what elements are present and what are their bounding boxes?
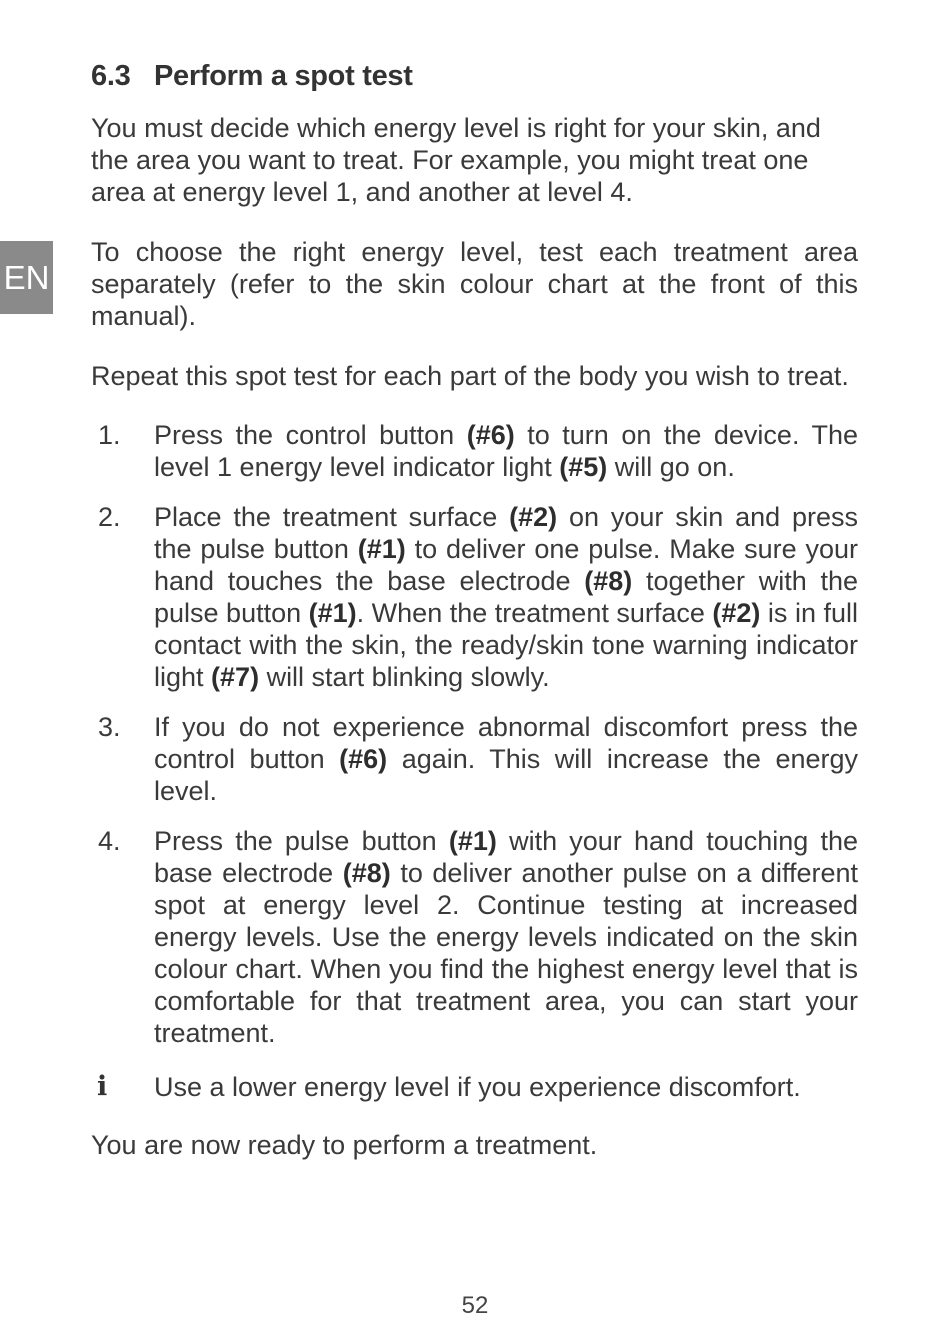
- section-heading: [91, 56, 858, 96]
- language-tab: EN: [0, 241, 53, 314]
- part-reference: (#6): [339, 744, 388, 774]
- step-text: together with the pulse button: [154, 566, 858, 628]
- part-reference: (#1): [448, 826, 497, 856]
- part-reference: (#7): [211, 662, 260, 692]
- steps-list: [91, 419, 858, 1049]
- step-number: 4.: [98, 826, 121, 856]
- step-item: [91, 825, 858, 1049]
- repeat-paragraph: Repeat this spot test for each part of the body you wish to treat.: [91, 361, 849, 391]
- step-item: [91, 419, 858, 483]
- step-text: on your skin and press the pulse button: [154, 502, 858, 564]
- step-text: will start blinking slowly.: [259, 662, 550, 692]
- page-content: [91, 56, 858, 1161]
- step-item: [91, 711, 858, 807]
- part-reference: (#8): [584, 566, 633, 596]
- step-text: Press the control button: [154, 420, 467, 450]
- step-text: Press the pulse button: [154, 826, 449, 856]
- step-text: to deliver one pulse. Make sure your hand touches the base electrode: [154, 534, 858, 596]
- step-text: If you do not experience abnormal discomfort press the control button: [154, 712, 858, 774]
- part-reference: (#8): [342, 858, 391, 888]
- step-text: . When the treatment surface: [356, 598, 713, 628]
- intro-paragraph: You must decide which energy level is right for your skin, and the area you want to treat. For example, you might treat one area at energy level 1, and another at level 4.: [91, 113, 821, 207]
- step-text: will go on.: [607, 452, 735, 482]
- step-item: [91, 501, 858, 693]
- note-text: Use a lower energy level if you experience discomfort.: [154, 1072, 801, 1102]
- step-number: 3.: [98, 712, 121, 742]
- part-reference: (#1): [357, 534, 406, 564]
- step-text: with your hand touching the base electrode: [154, 826, 858, 888]
- info-note: [91, 1071, 858, 1103]
- part-reference: (#2): [712, 598, 761, 628]
- step-number: 2.: [98, 502, 121, 532]
- closing-paragraph: You are now ready to perform a treatment.: [91, 1130, 598, 1160]
- part-reference: (#1): [308, 598, 357, 628]
- step-text: Place the treatment surface: [154, 502, 510, 532]
- page-number: 52: [461, 1292, 489, 1319]
- section-number: 6.3: [91, 60, 131, 92]
- step-number: 1.: [98, 420, 121, 450]
- step-text: to turn on the device. The level 1 energy level indicator light: [154, 420, 859, 482]
- part-reference: (#2): [509, 502, 558, 532]
- choose-level-paragraph: To choose the right energy level, test each treatment area separately (refer to the skin colour chart at the front of this manual).: [91, 237, 858, 331]
- part-reference: (#5): [559, 452, 608, 482]
- part-reference: (#6): [466, 420, 515, 450]
- step-text: to deliver another pulse on a different spot at energy level 2. Continue testing at increased energy levels. Use the energy levels indicated on the skin colour chart. When you find the highest energy level that is comfortable for that treatment area, you can start your treatment.: [154, 858, 858, 1048]
- step-text: again. This will increase the energy level.: [154, 744, 858, 806]
- step-text: is in full contact with the skin, the ready/skin tone warning indicator light: [154, 598, 858, 692]
- section-title: Perform a spot test: [154, 60, 413, 92]
- info-icon: i: [97, 1071, 108, 1102]
